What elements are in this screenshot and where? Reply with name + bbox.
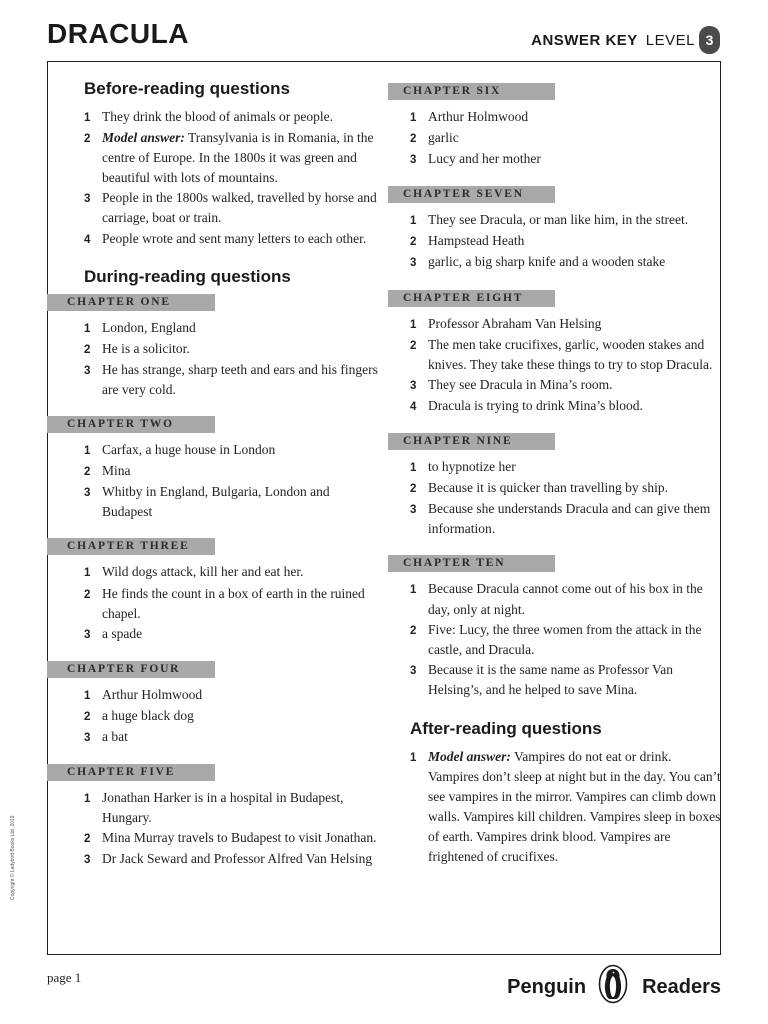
chapter-heading: CHAPTER EIGHT: [388, 290, 555, 307]
list-item: [388, 335, 721, 375]
list-item: [388, 231, 721, 252]
chapter-block: [47, 661, 382, 748]
chapter-block: [388, 555, 721, 700]
item-number: 1: [410, 751, 417, 764]
item-text: to hypnotize her: [428, 459, 516, 475]
item-text: He has strange, sharp teeth and ears and his fingers are very cold.: [102, 361, 378, 397]
list-item: [47, 360, 382, 400]
item-number: 3: [84, 731, 91, 744]
list-item: [388, 128, 721, 149]
list-item: [47, 727, 382, 748]
item-number: 2: [410, 236, 417, 249]
list-item: [47, 128, 382, 188]
item-number: 1: [410, 215, 417, 228]
chapter-block: [388, 433, 721, 539]
item-number: 1: [84, 112, 91, 124]
chapter-heading: CHAPTER ONE: [47, 294, 215, 311]
list-item: [47, 461, 382, 482]
item-text: He is a solicitor.: [102, 340, 190, 356]
item-text: The men take crucifixes, garlic, wooden stakes and knives. They take these things to try to stop Dracula.: [428, 336, 713, 372]
list-item: [388, 620, 721, 660]
item-number: 3: [410, 379, 417, 392]
item-number: 3: [410, 664, 417, 677]
list-item: [47, 339, 382, 360]
item-text: Dr Jack Seward and Professor Alfred Van Helsing: [102, 851, 373, 867]
chapter-block: [388, 186, 721, 273]
right-column: [388, 61, 721, 868]
item-number: 2: [410, 133, 417, 146]
item-text: They see Dracula in Mina’s room.: [428, 376, 613, 392]
after-reading-heading: After-reading questions: [410, 718, 602, 738]
list-item: [47, 440, 382, 461]
chapter-heading: CHAPTER NINE: [388, 433, 555, 450]
before-reading-list: [47, 107, 382, 250]
chapter-answers: [388, 314, 721, 417]
item-number: 2: [84, 133, 91, 146]
list-item: [388, 210, 721, 231]
chapter-block: [388, 290, 721, 417]
chapter-answers: [47, 440, 382, 522]
item-text: Lucy and her mother: [428, 151, 541, 167]
item-text: Jonathan Harker is in a hospital in Budapest, Hungary.: [102, 790, 344, 826]
item-number: 1: [410, 318, 417, 331]
item-text: People wrote and sent many letters to each other.: [102, 230, 367, 246]
list-item: [388, 660, 721, 700]
list-item: [47, 318, 382, 339]
list-item: [47, 685, 382, 706]
list-item: [47, 788, 382, 828]
answer-key-label: ANSWER KEY: [531, 31, 638, 49]
chapter-block: [47, 764, 382, 870]
item-text: garlic, a big sharp knife and a wooden stake: [428, 254, 666, 270]
item-text: Whitby in England, Bulgaria, London and Budapest: [102, 484, 330, 520]
item-text: Professor Abraham Van Helsing: [428, 315, 602, 331]
item-number: 3: [84, 193, 91, 206]
item-number: 3: [84, 487, 91, 500]
level-badge: 3: [699, 26, 720, 54]
document-title: DRACULA: [47, 18, 189, 49]
answer-key-level: [531, 26, 720, 54]
item-number: 3: [84, 628, 91, 641]
item-text: Because it is the same name as Professor Van Helsing’s, and he helped to save Mina.: [428, 661, 673, 697]
list-item: [388, 747, 721, 868]
item-number: 2: [410, 624, 417, 637]
item-number: 1: [84, 445, 91, 458]
item-text: London, England: [102, 319, 196, 335]
left-column: [47, 61, 382, 870]
item-number: 1: [84, 793, 91, 806]
chapter-block: [388, 83, 721, 170]
item-text: Because Dracula cannot come out of his box in the day, only at night.: [428, 581, 703, 617]
list-item: [47, 706, 382, 727]
during-reading-heading: During-reading questions: [84, 266, 291, 286]
list-item: [47, 107, 382, 128]
chapter-block: [47, 294, 382, 400]
item-number: 3: [410, 257, 417, 270]
item-text: garlic: [428, 130, 459, 146]
model-answer-label: Model answer:: [102, 130, 185, 146]
chapter-heading: CHAPTER FOUR: [47, 661, 215, 678]
before-reading-heading: Before-reading questions: [84, 79, 290, 98]
item-text: [102, 128, 382, 188]
chapter-answers: [388, 457, 721, 539]
model-answer-label: Model answer:: [428, 748, 511, 764]
item-number: 4: [84, 233, 91, 246]
item-number: 4: [410, 400, 417, 413]
item-text: Arthur Holmwood: [102, 686, 203, 702]
item-text: Mina: [102, 463, 131, 479]
item-number: 2: [84, 343, 91, 356]
item-number: 3: [410, 154, 417, 167]
list-item: [47, 849, 382, 870]
list-item: [388, 375, 721, 396]
page-number: page 1: [47, 970, 82, 985]
chapter-heading: CHAPTER FIVE: [47, 764, 215, 781]
list-item: [388, 252, 721, 273]
penguin-readers-brand: [507, 964, 721, 1010]
chapter-heading: CHAPTER SEVEN: [388, 186, 555, 203]
chapter-answers: [47, 788, 382, 870]
list-item: [388, 396, 721, 417]
list-item: [47, 828, 382, 849]
item-text: a spade: [102, 625, 143, 641]
item-text: Carfax, a huge house in London: [102, 442, 276, 458]
list-item: [388, 149, 721, 170]
list-item: [388, 107, 721, 128]
list-item: [47, 229, 382, 250]
item-number: 1: [410, 462, 417, 475]
item-text: Hampstead Heath: [428, 233, 525, 249]
list-item: [47, 584, 382, 624]
item-text: [428, 747, 721, 868]
chapter-heading: CHAPTER TWO: [47, 416, 215, 433]
chapter-heading: CHAPTER SIX: [388, 83, 555, 100]
list-item: [388, 579, 721, 619]
item-number: 3: [84, 854, 91, 867]
item-number: 2: [84, 833, 91, 846]
item-number: 3: [84, 364, 91, 377]
list-item: [47, 188, 382, 228]
item-text: Mina Murray travels to Budapest to visit Jonathan.: [102, 830, 377, 846]
chapter-block: [47, 416, 382, 522]
item-text: He finds the count in a box of earth in the ruined chapel.: [102, 585, 365, 621]
chapter-answers: [388, 210, 721, 273]
item-text: People in the 1800s walked, travelled by horse and carriage, boat or train.: [102, 190, 377, 226]
item-text: Because she understands Dracula and can give them information.: [428, 501, 711, 537]
chapter-answers: [388, 579, 721, 700]
chapter-block: [47, 538, 382, 644]
chapter-answers: [47, 318, 382, 400]
item-text: a huge black dog: [102, 707, 194, 723]
item-number: 1: [84, 689, 91, 702]
item-number: 1: [410, 584, 417, 597]
item-text: Five: Lucy, the three women from the attack in the castle, and Dracula.: [428, 621, 702, 657]
chapter-heading: CHAPTER TEN: [388, 555, 555, 572]
left-chapter-list: [47, 294, 382, 871]
item-body: Transylvania is in Romania, in the centre of Europe. In the 1800s it was green and beautiful with lots of mountains.: [102, 130, 374, 186]
item-number: 2: [84, 466, 91, 479]
item-text: Wild dogs attack, kill her and eat her.: [102, 564, 304, 580]
list-item: [47, 624, 382, 645]
brand-penguin-label: Penguin: [507, 975, 587, 998]
chapter-heading: CHAPTER THREE: [47, 538, 215, 555]
item-number: 2: [84, 588, 91, 601]
chapter-answers: [47, 685, 382, 748]
list-item: [388, 499, 721, 539]
item-text: Arthur Holmwood: [428, 109, 529, 124]
list-item: [47, 482, 382, 522]
item-text: They see Dracula, or man like him, in the street.: [428, 212, 689, 228]
item-body: Vampires do not eat or drink. Vampires don’t sleep at night but in the day. You can’t see vampires in the mirror. Vampires can climb down walls. Vampires kill children. Vampires sleep in boxes of earth. Vampires drink blood. Vampires are frightened of crucifixes.: [428, 748, 721, 865]
item-number: 2: [410, 339, 417, 352]
right-chapter-list: [388, 83, 721, 700]
copyright-notice: Copyright © Ladybird Books Ltd, 2019: [10, 815, 16, 900]
chapter-answers: [47, 562, 382, 644]
list-item: [388, 457, 721, 478]
item-number: 1: [84, 567, 91, 580]
list-item: [388, 314, 721, 335]
list-item: [47, 562, 382, 583]
item-text: Dracula is trying to drink Mina’s blood.: [428, 397, 643, 413]
item-number: 3: [410, 504, 417, 517]
item-number: 2: [410, 483, 417, 496]
item-number: 1: [410, 112, 417, 124]
after-reading-list: [388, 747, 721, 868]
brand-readers-label: Readers: [642, 975, 721, 998]
chapter-answers: [388, 107, 721, 170]
level-label: LEVEL: [645, 31, 695, 49]
item-number: 1: [84, 322, 91, 335]
penguin-logo-icon: [598, 964, 628, 1010]
item-text: a bat: [102, 728, 128, 744]
item-text: Because it is quicker than travelling by ship.: [428, 480, 668, 496]
list-item: [388, 478, 721, 499]
item-number: 2: [84, 710, 91, 723]
item-text: They drink the blood of animals or people.: [102, 109, 333, 124]
